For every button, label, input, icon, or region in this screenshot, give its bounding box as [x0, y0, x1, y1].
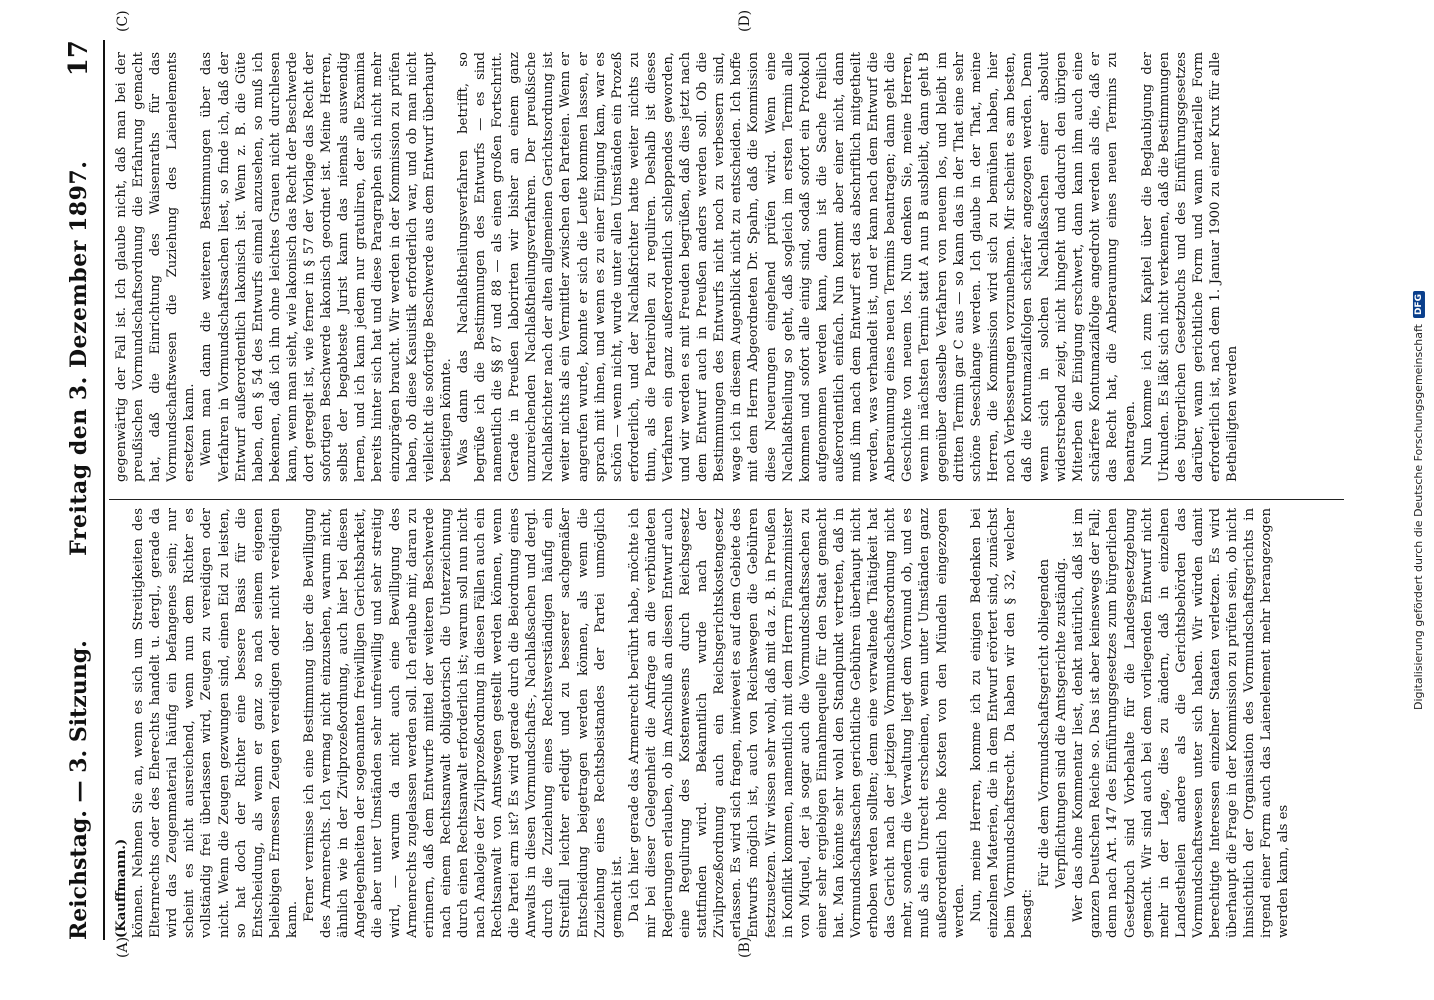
paragraph: gegenwärtig der Fall ist. Ich glaube nicht, daß man bei der preußischen Vormundschaftsordnung die Erfahrung gemacht hat, daß die Einrichtung des Waisenraths für das Vormundschaftswesen die Zuziehung des Laienelements ersetzen kann. — [114, 52, 198, 482]
margin-mark-a: (A) — [115, 936, 131, 958]
paragraph: Wer das ohne Kommentar liest, denkt natürlich, daß ist im ganzen Deutschen Reiche so. Das ist aber keineswegs der Fall; denn nach Art. 147 des Einführungsgesetzes zum bürgerlichen Gesetzbuch sind Vorbehalte für die Landesgesetzgebung gemacht. Wir sind auch bei dem vorliegenden Entwurf nicht mehr in der Lage, dies zu ändern, daß in einzelnen Landestheilen andere als die Gerichtsbehörden das Vormundschaftswesen unter sich haben. Wir würden damit berechtigte Interessen einzelner Staaten verletzen. Es wird überhaupt die Frage in der Kommission zu prüfen sein, ob nicht hinsichtlich der Organisation des Vormundschaftsgerichts in irgend einer Form auch das Laienelement mehr herangezogen werden kann, als es — [1071, 508, 1292, 938]
quoted-statute: Für die dem Vormundschaftsgericht obliegenden Verpflichtungen sind die Amtsgerichte zuständig. — [1037, 557, 1070, 889]
right-column — [113, 52, 1333, 482]
credit-text: Digitalisierung gefördert durch die Deutsche Forschungsgemeinschaft — [1411, 323, 1425, 710]
margin-mark-d: (D) — [737, 9, 753, 32]
paragraph: Nun, meine Herren, komme ich zu einigen Bedenken bei einzelnen Materien, die in dem Entwurf erörtert sind, zunächst beim Vormundschaftsrecht. Da haben wir den § 32, welcher besagt: — [968, 508, 1035, 938]
paragraph: können. Nehmen Sie an, wenn es sich um Streitigkeiten des Elternrechts oder des Eherechts handelt u. dergl., gerade da wird das Zeugenmaterial häufig ein befangenes sein; nur scheint es nicht ausreichend, wenn nun dem Richter es vollständig frei überlassen wird, Zeugen zu vereidigen oder nicht. Wenn die Zeugen gezwungen sind, einen Eid zu leisten, so hat doch der Richter eine bessere Basis für die Entscheidung, als wenn er ganz so nach seinem eigenen beliebigen Ermessen Zeugen vereidigen oder nicht vereidigen kann. — [131, 508, 300, 938]
paragraph: Was dann das Nachlaßtheilungsverfahren betrifft, so begrüße ich die Bestimmungen des Entwurfs — es sind namentlich die §§ 87 und 88 — als einen großen Fortschritt. Gerade in Preußen laborirten wir bisher an einem ganz unzureichenden Nachlaßtheilungsverfahren. Der preußische Nachlaßrichter nach der alten allgemeinen Gerichtsordnung ist weiter nichts als ein Vermittler zwischen den Parteien. Wenn er angerufen wurde, konnte er sich die Leute kommen lassen, er sprach mit ihnen, und wenn es zu einer Einigung kam, war es schön — wenn nicht, wurde unter allen Umständen ein Prozeß erforderlich, und der Nachlaßrichter hatte weiter nichts zu thun, als die Parteirollen zu reguliren. Deshalb ist dieses Verfahren ein ganz außerordentlich schleppendes geworden, und wir werden es mit Freuden begrüßen, daß dies jetzt nach dem Entwurf auch in Preußen anders werden soll. Ob die Bestimmungen des Entwurfs nicht noch zu verbessern sind, wage ich in diesem Augenblick nicht zu entscheiden. Ich hoffe mit dem Herrn Abgeordneten Dr. Spahn, daß die Kommission diese Neuerungen eingehend prüfen wird. Wenn eine Nachlaßtheilung so geht, daß sogleich im ersten Termin alle kommen und sofort alle einig sind, sodaß sofort ein Protokoll aufgenommen werden kann, dann ist die Sache freilich außerordentlich einfach. Nun kommt aber einer nicht, dann muß ihm nach dem Entwurf erst das abschriftlich mitgetheilt werden, was verhandelt ist, und er kann nach dem Entwurf die Anberaumung eines neuen Termins beantragen; dann geht die Geschichte von neuem los. Nun denken Sie, meine Herren, wenn im nächsten Termin statt A nun B ausbleibt, dann geht B gegenüber dasselbe Verfahren von neuem los, und bleibt im dritten Termin gar C aus — so kann das in der That eine sehr schöne Seeschlange werden. Ich glaube in der That, meine Herren, die Kommission wird sich zu bemühen haben, hier noch Verbesserungen vorzunehmen. Mir scheint es am besten, daß die Kontumazialfolgen schärfer angezogen werden. Denn wenn sich in solchen Nachlaßsachen einer absolut widerstrebend zeigt, nicht hingeht und dadurch den übrigen Miterben die Einigung erschwert, dann kann ihm auch eine schärfere Kontumazialfolge angedroht werden als die, daß er das Recht hat, die Anberaumung eines neuen Termins zu beantragen. — [455, 52, 1138, 482]
digitization-credit — [1405, 8, 1431, 992]
rotated-page — [37, 0, 1397, 1000]
header-date: Freitag den 3. Dezember 1897. — [66, 160, 92, 556]
paragraph: Wenn man dann die weiteren Bestimmungen über das Verfahren in Vormundschaftssachen liest, so finde ich, daß der Entwurf außerordentlich lakonisch ist. Wenn z. B. die Güte haben, den § 54 des Entwurfs einmal anzusehen, so muß ich bekennen, daß ich ihn ohne leichtes Grauen nicht durchlesen kann, wenn man sieht, wie lakonisch das Recht der Beschwerde dort geregelt ist, wie ferner in § 57 der Vorlage das Recht der sofortigen Beschwerde lakonisch geordnet ist. Meine Herren, selbst der begabteste Jurist kann das niemals auswendig lernen, und ich kann jedem nur gratuliren, der alle Examina bereits hinter sich hat und diese Paragraphen sich nicht mehr einzuprägen braucht. Wir werden in der Kommission zu prüfen haben, ob diese Kasuistik erforderlich war, und ob man nicht vielleicht die sofortige Beschwerde aus dem Entwurf überhaupt beseitigen könnte. — [199, 52, 454, 482]
paragraph: Ferner vermisse ich eine Bestimmung über die Bewilligung des Armenrechts. Ich vermag nicht einzusehen, warum nicht, ähnlich wie in der Zivilprozeßordnung, auch hier bei diesen Angelegenheiten der sogenannten freiwilligen Gerichtsbarkeit, die aber unter Umständen sehr unfreiwillig und sehr streitig wird, — warum da nicht auch eine Bewilligung des Armenrechts zugelassen werden soll. Ich erlaube mir, daran zu erinnern, daß dem Entwurfe mittel der weiteren Beschwerde nach einem Rechtsanwalt obligatorisch die Unterzeichnung durch einen Rechtsanwalt erforderlich ist; warum soll nun nicht nach Analogie der Zivilprozeßordnung in diesen Fällen auch ein Rechtsanwalt von Amtswegen gestellt werden können, wenn die Partei arm ist? Es wird gerade durch die Beiordnung eines Anwalts in diesen Vormundschafts-, Nachlaßsachen und dergl. durch die Zuziehung eines Rechtsverständigen häufig ein Streitfall leichter erledigt und zu besserer sachgemäßer Entscheidung beigetragen werden können, als wenn die Zuziehung eines Rechtsbeistandes der Partei unmöglich gemacht ist. — [302, 508, 625, 938]
paragraph: Da ich hier gerade das Armenrecht berührt habe, möchte ich mir bei dieser Gelegenheit die Anfrage an die verbündeten Regierungen erlauben, ob im Anschluß an diesen Entwurf auch eine Regulirung des Kostenwesens durch Reichsgesetz stattfinden wird. Bekanntlich wurde nach der Zivilprozeßordnung auch ein Reichsgerichtskostengesetz erlassen. Es wird sich fragen, inwieweit es auf dem Gebiete des Entwurfs möglich ist, auch von Reichswegen die Gebühren festzusetzen. Wir wissen sehr wohl, daß mit da z. B. in Preußen in Konflikt kommen, namentlich mit dem Herrn Finanzminister von Miquel, der ja sogar auch die Vormundschaftssachen zu einer sehr ergiebigen Einnahmequelle für den Staat gemacht hat. Man könnte sehr wohl den Standpunkt vertreten, daß in Vormundschaftssachen gerichtliche Gebühren überhaupt nicht erhoben werden sollten; denn eine verwaltende Thätigkeit hat das Gericht nach der jetzigen Vormundschaftsordnung nicht mehr, sondern die Verwaltung liegt dem Vormund ob, und es muß als ein Unrecht erscheinen, wenn unter Umständen ganz außerordentlich hohe Kosten von den Mündeln eingezogen werden. — [626, 508, 967, 938]
paragraph: Nun komme ich zum Kapitel über die Beglaubigung der Urkunden. Es läßt sich nicht verkennen, daß die Bestimmungen des bürgerlichen Gesetzbuchs und des Einführungsgesetzes darüber, wann gerichtliche Form und wann notarielle Form erforderlich ist, nach dem 1. Januar 1900 zu einer Krux für alle Betheiligten werden — [1139, 52, 1241, 482]
page-number: 17 — [64, 40, 94, 77]
margin-mark-b: (B) — [737, 936, 753, 958]
page-header — [59, 40, 99, 940]
column-divider — [109, 499, 1344, 500]
left-column — [113, 508, 1333, 938]
margin-mark-c: (C) — [115, 10, 131, 32]
header-rule — [103, 40, 105, 940]
dfg-logo: DFG — [1412, 291, 1424, 318]
speaker-name: (Kauffmann.) — [114, 838, 129, 938]
header-left: Reichstag. — 3. Sitzung. — [66, 640, 92, 940]
